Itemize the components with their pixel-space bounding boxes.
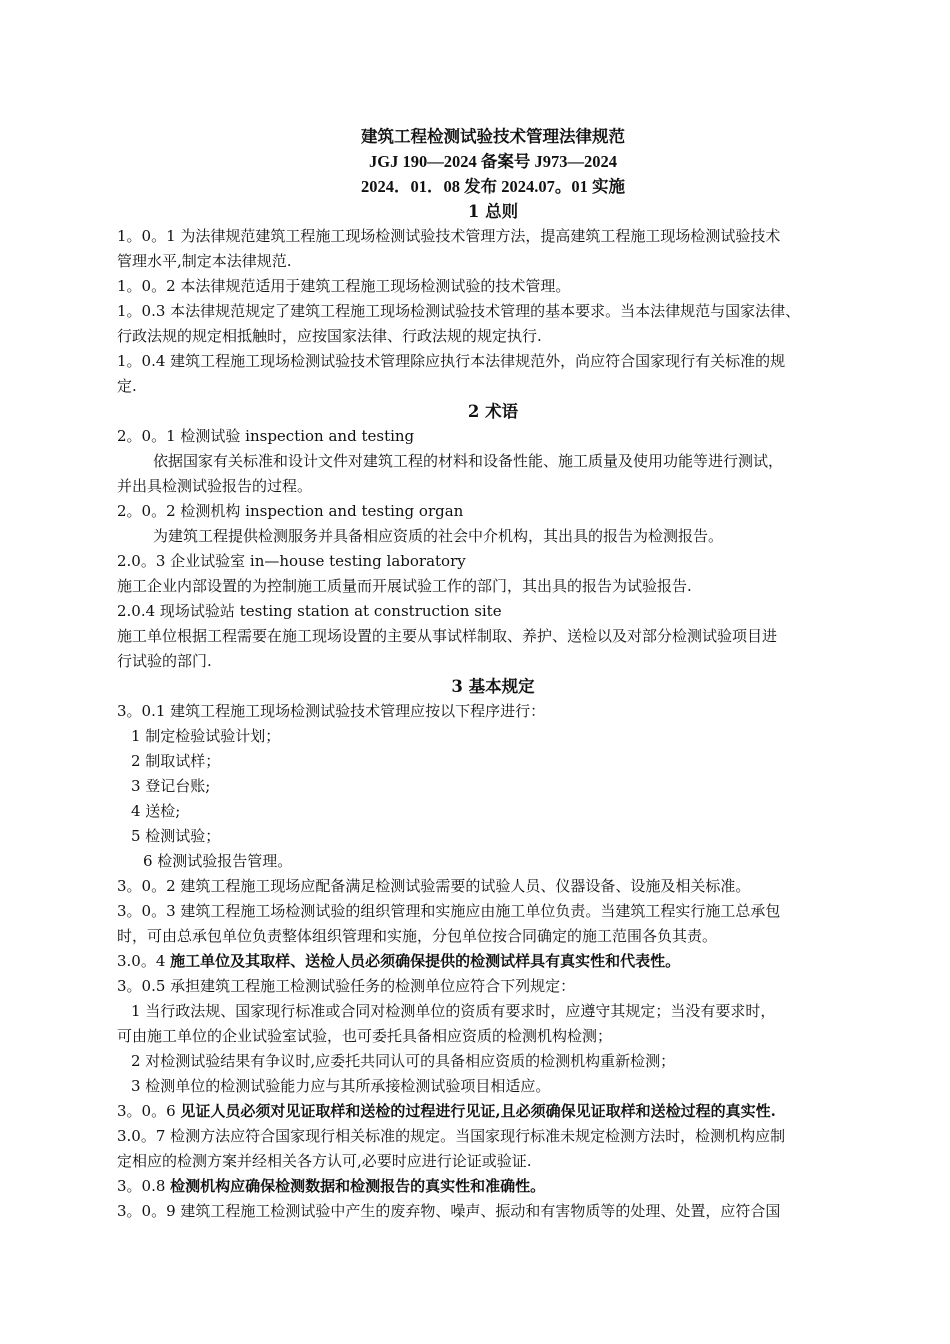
term-2-0-1-definition: 依据国家有关标准和设计文件对建筑工程的材料和设备性能、施工质量及使用功能等进行测试， <box>153 452 784 470</box>
clause-3-0-4 <box>117 949 869 974</box>
term-2-0-4-definition: 施工单位根据工程需要在施工现场设置的主要从事试样制取、养护、送检以及对部分检测试验项目进 <box>117 627 778 645</box>
document-title: 建筑工程检测试验技术管理法律规范 <box>361 127 625 146</box>
clause-3-0-6 <box>117 1099 869 1124</box>
section-heading-terms: 2 术语 <box>467 402 519 421</box>
clause-1-0-1: 1。0。1 为法律规范建筑工程施工现场检测试验技术管理方法，提高建筑工程施工现场检测试验技术 <box>117 227 781 245</box>
clause-1-0-3: 1。0.3 本法律规范规定了建筑工程施工现场检测试验技术管理的基本要求。当本法律规范与国家法律、 <box>117 302 801 320</box>
list-item: 2 对检测试验结果有争议时,应委托共同认可的具备相应资质的检测机构重新检测； <box>131 1052 676 1070</box>
section-heading-basic-rules: 3 基本规定 <box>451 677 535 696</box>
term-2-0-4: 2.0.4 现场试验站 testing station at construction site <box>117 602 502 620</box>
publish-dates: 2024．01．08 发布 2024.07。01 实施 <box>361 177 625 196</box>
mandatory-clause-text: 见证人员必须对见证取样和送检的过程进行见证,且必须确保见证取样和送检过程的真实性. <box>180 1102 776 1120</box>
section-heading-general: 1 总则 <box>467 202 519 221</box>
clause-3-0-8 <box>117 1174 869 1199</box>
clause-1-0-4: 1。0.4 建筑工程施工现场检测试验技术管理除应执行本法律规范外，尚应符合国家现行有关标准的规 <box>117 352 786 370</box>
term-2-0-3: 2.0。3 企业试验室 in—house testing laboratory <box>117 552 466 570</box>
list-item: 6 检测试验报告管理。 <box>143 852 293 870</box>
clause-3-0-7: 3.0。7 检测方法应符合国家现行相关标准的规定。当国家现行标准未规定检测方法时，检测机构应制 <box>117 1127 786 1145</box>
clause-3-0-9: 3。0。9 建筑工程施工检测试验中产生的废弃物、噪声、振动和有害物质等的处理、处置，应符合国 <box>117 1202 781 1220</box>
list-item: 1 制定检验试验计划； <box>131 727 281 745</box>
list-item: 5 检测试验； <box>131 827 221 845</box>
clause-1-0-3-cont: 行政法规的规定相抵触时，应按国家法律、行政法规的规定执行. <box>117 327 542 345</box>
list-item: 4 送检; <box>131 802 181 820</box>
clause-number: 3。0.8 <box>117 1177 171 1195</box>
clause-1-0-1-cont: 管理水平,制定本法律规范. <box>117 252 292 270</box>
list-item: 3 检测单位的检测试验能力应与其所承接检测试验项目相适应。 <box>131 1077 551 1095</box>
list-item: 1 当行政法规、国家现行标准或合同对检测单位的资质有要求时，应遵守其规定；当没有要求时， <box>131 1002 776 1020</box>
term-2-0-4-definition-cont: 行试验的部门. <box>117 652 212 670</box>
term-2-0-1-definition-cont: 并出具检测试验报告的过程。 <box>117 477 313 495</box>
list-item: 2 制取试样； <box>131 752 221 770</box>
clause-number: 3。0。6 <box>117 1102 181 1120</box>
clause-3-0-1: 3。0.1 建筑工程施工现场检测试验技术管理应按以下程序进行： <box>117 702 546 720</box>
mandatory-clause-text: 施工单位及其取样、送检人员必须确保提供的检测试样具有真实性和代表性。 <box>170 952 681 970</box>
clause-3-0-7-cont: 定相应的检测方案并经相关各方认可,必要时应进行论证或验证. <box>117 1152 532 1170</box>
term-2-0-2: 2。0。2 检测机构 inspection and testing organ <box>117 502 464 520</box>
term-2-0-2-definition: 为建筑工程提供检测服务并具备相应资质的社会中介机构，其出具的报告为检测报告。 <box>153 527 724 545</box>
term-2-0-3-definition: 施工企业内部设置的为控制施工质量而开展试验工作的部门，其出具的报告为试验报告. <box>117 577 692 595</box>
clause-3-0-3-cont: 时，可由总承包单位负责整体组织管理和实施，分包单位按合同确定的施工范围各负其责。 <box>117 927 718 945</box>
mandatory-clause-text: 检测机构应确保检测数据和检测报告的真实性和准确性。 <box>170 1177 546 1195</box>
term-2-0-1: 2。0。1 检测试验 inspection and testing <box>117 427 415 445</box>
clause-3-0-2: 3。0。2 建筑工程施工现场应配备满足检测试验需要的试验人员、仪器设备、设施及相关标准。 <box>117 877 751 895</box>
clause-3-0-3: 3。0。3 建筑工程施工场检测试验的组织管理和实施应由施工单位负责。当建筑工程实行施工总承包 <box>117 902 781 920</box>
list-item: 3 登记台账; <box>131 777 211 795</box>
standard-number: JGJ 190—2024 备案号 J973—2024 <box>369 152 617 171</box>
clause-number: 3.0。4 <box>117 952 171 970</box>
clause-3-0-5: 3。0.5 承担建筑工程施工检测试验任务的检测单位应符合下列规定： <box>117 977 576 995</box>
clause-1-0-4-cont: 定. <box>117 377 137 395</box>
document-body <box>117 124 869 1224</box>
list-item-cont: 可由施工单位的企业试验室试验，也可委托具备相应资质的检测机构检测； <box>117 1027 613 1045</box>
clause-1-0-2: 1。0。2 本法律规范适用于建筑工程施工现场检测试验的技术管理。 <box>117 277 571 295</box>
